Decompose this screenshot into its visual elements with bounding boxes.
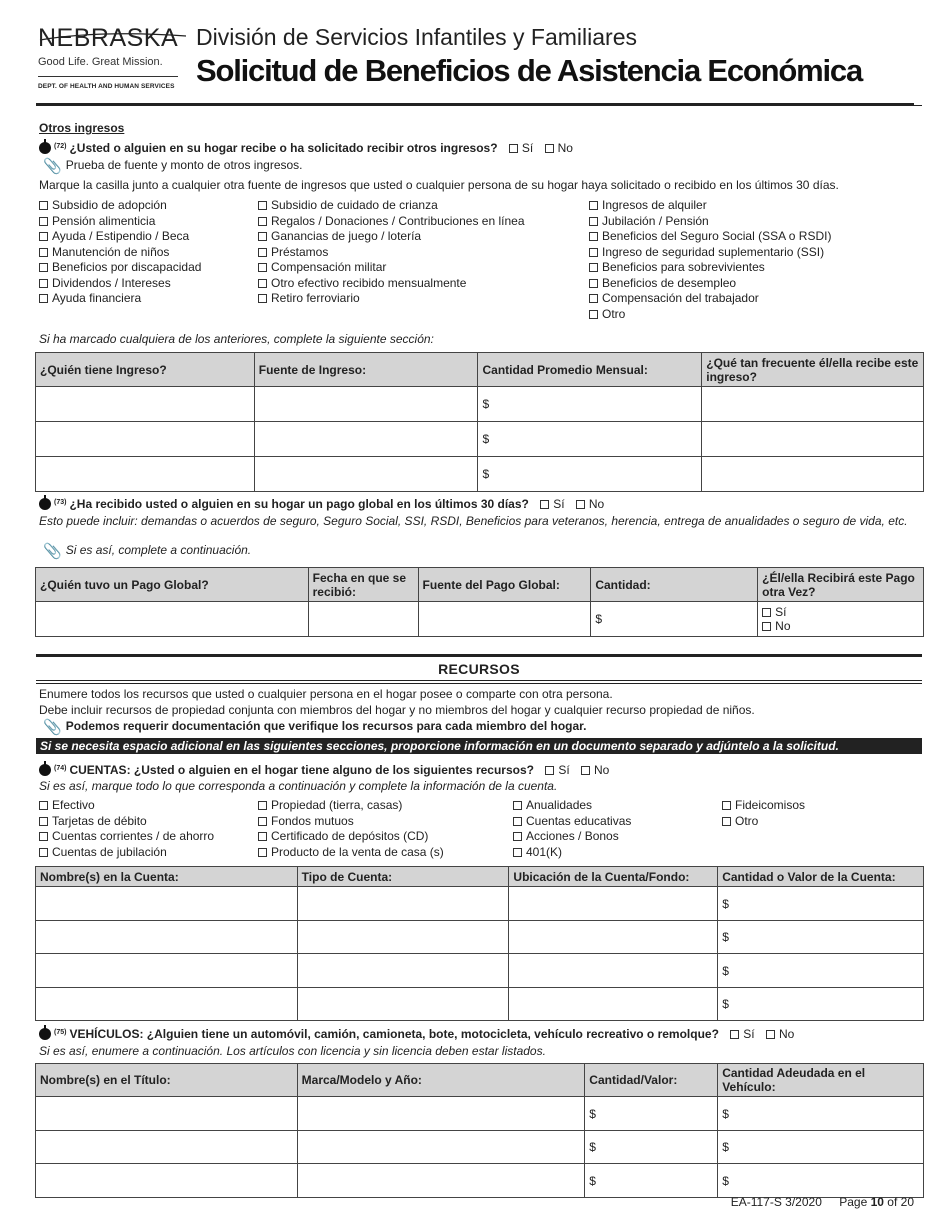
checkbox-label: Cuentas corrientes / de ahorro (52, 829, 215, 843)
col-header: Cantidad/Valor: (585, 1064, 718, 1097)
q74-row (39, 763, 609, 777)
amount-cell[interactable]: $ (478, 457, 702, 492)
table-cell[interactable] (509, 988, 718, 1021)
resources-line2: Debe incluir recursos de propiedad conjunta con miembros del hogar y no miembros del hogar y cualquier recurso propiedad de niños. (39, 703, 755, 717)
checkbox-label: Beneficios para sobrevivientes (602, 260, 765, 274)
checkbox-label: Certificado de depósitos (CD) (271, 829, 429, 843)
checkbox-label: Cuentas educativas (526, 813, 632, 828)
checkbox-label: Fideicomisos (735, 798, 806, 812)
checkbox-option[interactable] (722, 814, 805, 830)
table-row (36, 1164, 924, 1198)
checkbox[interactable] (258, 263, 267, 272)
amount-cell[interactable]: $ (718, 921, 924, 954)
checkbox-option[interactable] (258, 798, 444, 814)
checkbox-label: Otro (602, 306, 626, 321)
q73-complete-row (43, 542, 251, 560)
checkbox-option[interactable] (39, 814, 214, 830)
table-cell[interactable] (509, 954, 718, 988)
col-header: Cantidad Promedio Mensual: (478, 353, 702, 387)
amount-cell[interactable]: $ (718, 887, 924, 921)
amount-cell[interactable]: $ (591, 602, 758, 637)
logo-swoosh-icon (38, 26, 188, 56)
table-cell[interactable] (297, 887, 509, 921)
checkbox[interactable] (39, 832, 48, 841)
col-header: Fecha en que se recibió: (308, 568, 418, 602)
checkbox[interactable] (39, 248, 48, 257)
again-yes[interactable]: Sí (762, 605, 919, 619)
section-rule (36, 654, 922, 657)
checkbox[interactable] (576, 500, 585, 509)
resources-heading: RECURSOS (438, 661, 520, 677)
checkbox-option[interactable] (39, 291, 201, 307)
page-label: Page (839, 1195, 868, 1209)
table-cell[interactable] (36, 387, 255, 422)
other-income-heading: Otros ingresos (39, 121, 125, 135)
checkbox[interactable] (589, 263, 598, 272)
checkbox-option[interactable] (39, 845, 214, 861)
checkbox-option[interactable] (39, 198, 201, 214)
amount-cell[interactable]: $ (718, 1131, 924, 1164)
checkbox-option[interactable] (258, 845, 444, 861)
table-cell[interactable] (36, 921, 298, 954)
checkbox[interactable] (39, 817, 48, 826)
table-cell[interactable] (509, 887, 718, 921)
table-cell[interactable] (509, 921, 718, 954)
checkbox-option[interactable] (513, 814, 631, 830)
checkbox-label: Ingresos de alquiler (602, 198, 707, 212)
checkbox-option[interactable] (513, 845, 631, 861)
checkbox-option[interactable] (258, 198, 525, 214)
checkbox[interactable] (589, 310, 598, 319)
checkbox[interactable] (258, 279, 267, 288)
checkbox[interactable] (258, 801, 267, 810)
checkbox-label: Ingreso de seguridad suplementario (SSI) (602, 244, 825, 259)
table-cell[interactable] (254, 387, 478, 422)
q74-note: Si es así, marque todo lo que corresponda a continuación y complete la información de la cuenta. (39, 779, 558, 793)
q74-question: CUENTAS: ¿Usted o alguien en el hogar tiene alguno de los siguientes recursos? (69, 763, 534, 777)
checkbox-label: Compensación del trabajador (602, 291, 759, 305)
accounts-table (35, 866, 924, 1021)
checkbox-label: Ayuda financiera (52, 291, 142, 305)
col-header: Fuente del Pago Global: (418, 568, 591, 602)
additional-space-banner: Si se necesita espacio adicional en las siguientes secciones, proporcione información en un documento separado y adjúntelo a la solicitud. (36, 738, 922, 754)
table-cell[interactable] (418, 602, 591, 637)
checkbox-option[interactable] (258, 229, 525, 245)
q73-number: (73) (54, 499, 67, 506)
checkbox-option[interactable] (258, 814, 444, 830)
table-cell[interactable] (36, 457, 255, 492)
checkbox[interactable] (258, 817, 267, 826)
checkbox[interactable] (509, 144, 518, 153)
resources-line1: Enumere todos los recursos que usted o cualquier persona en el hogar posee o comparte con otra persona. (39, 687, 613, 701)
checkbox-option[interactable] (258, 829, 444, 845)
checkbox-label: Propiedad (tierra, casas) (271, 798, 403, 812)
page-number: 10 (870, 1195, 884, 1209)
checkbox-option[interactable] (258, 260, 525, 276)
checkbox[interactable] (766, 1030, 775, 1039)
checkbox-option[interactable] (258, 214, 525, 230)
checkbox[interactable] (258, 832, 267, 841)
section-rule (36, 683, 922, 684)
table-cell[interactable] (36, 1097, 298, 1131)
checkbox[interactable] (513, 817, 522, 826)
col-header: ¿Qué tan frecuente él/ella recibe este ingreso? (702, 353, 924, 387)
col-header: ¿Quién tiene Ingreso? (36, 353, 255, 387)
checkbox-label: Beneficios por discapacidad (52, 260, 202, 274)
checkbox-option[interactable] (589, 245, 831, 261)
table-cell[interactable] (36, 988, 298, 1021)
checkbox-option[interactable] (513, 829, 631, 845)
table-cell[interactable] (36, 1164, 298, 1198)
table-row (36, 1131, 924, 1164)
checkbox-label: 401(K) (526, 844, 563, 859)
amount-cell[interactable]: $ (585, 1097, 718, 1131)
income-options-col2 (258, 198, 525, 307)
table-cell[interactable] (297, 1131, 585, 1164)
checkbox-option[interactable] (589, 260, 831, 276)
checkbox-label: Beneficios del Seguro Social (SSA o RSDI) (602, 229, 832, 243)
division-subtitle: División de Servicios Infantiles y Familiares (196, 24, 637, 50)
apple-icon (39, 142, 51, 154)
checkbox[interactable] (39, 263, 48, 272)
table-row (36, 422, 924, 457)
q73-question: ¿Ha recibido usted o alguien en su hogar un pago global en los últimos 30 días? (69, 497, 529, 511)
table-cell[interactable] (254, 457, 478, 492)
section-rule (36, 680, 922, 681)
checkbox-option[interactable] (722, 798, 805, 814)
checkbox-label: Subsidio de adopción (52, 198, 167, 212)
checkbox-option[interactable] (589, 198, 831, 214)
checkbox-label: Otro efectivo recibido mensualmente (271, 275, 467, 290)
table-cell[interactable] (297, 1164, 585, 1198)
if-marked-note: Si ha marcado cualquiera de los anteriores, complete la siguiente sección: (39, 332, 434, 346)
logo-tagline: Good Life. Great Mission. (38, 56, 163, 68)
q75-yes[interactable]: Sí (730, 1027, 754, 1041)
checkbox-option[interactable] (589, 214, 831, 230)
q75-row (39, 1027, 794, 1041)
amount-cell[interactable]: $ (718, 1164, 924, 1198)
checkbox-option[interactable] (589, 307, 831, 323)
table-cell[interactable] (36, 422, 255, 457)
logo-divider (38, 76, 178, 77)
checkbox[interactable] (589, 294, 598, 303)
q74-no[interactable]: No (581, 763, 609, 777)
checkbox[interactable] (258, 217, 267, 226)
checkbox[interactable] (39, 294, 48, 303)
q75-number: (75) (54, 1029, 67, 1036)
apple-icon (39, 498, 51, 510)
checkbox-label: Producto de la venta de casa (s) (271, 844, 444, 859)
checkbox-option[interactable] (39, 245, 201, 261)
checkbox[interactable] (589, 217, 598, 226)
checkbox-option[interactable] (258, 276, 525, 292)
checkbox-label: Otro (735, 813, 759, 828)
checkbox[interactable] (589, 279, 598, 288)
checkbox[interactable] (258, 294, 267, 303)
table-row (36, 602, 924, 637)
checkbox[interactable] (39, 217, 48, 226)
header-rule-tail (914, 105, 922, 106)
checkbox-label: Ganancias de juego / lotería (271, 229, 422, 243)
table-cell[interactable] (297, 921, 509, 954)
table-cell[interactable] (297, 1097, 585, 1131)
checkbox-label: Anualidades (526, 798, 593, 812)
checkbox[interactable] (540, 500, 549, 509)
account-options-col2 (258, 798, 444, 860)
table-row (36, 954, 924, 988)
checkbox[interactable] (258, 248, 267, 257)
col-header: Cantidad: (591, 568, 758, 602)
table-row (36, 457, 924, 492)
col-header: Tipo de Cuenta: (297, 867, 509, 887)
checkbox-label: Jubilación / Pensión (602, 213, 709, 228)
col-header: Marca/Modelo y Año: (297, 1064, 585, 1097)
checkbox-label: Tarjetas de débito (52, 813, 147, 828)
q75-note: Si es así, enumere a continuación. Los artículos con licencia y sin licencia deben estar listados. (39, 1044, 546, 1058)
checkbox-option[interactable] (39, 229, 201, 245)
q73-yes[interactable]: Sí (540, 497, 564, 511)
table-cell[interactable] (36, 602, 309, 637)
col-header: Ubicación de la Cuenta/Fondo: (509, 867, 718, 887)
table-cell[interactable] (254, 422, 478, 457)
checkbox[interactable] (722, 817, 731, 826)
table-row (36, 387, 924, 422)
checkbox[interactable] (581, 766, 590, 775)
account-options-col3 (513, 798, 631, 860)
apple-icon (39, 764, 51, 776)
checkbox-label: Dividendos / Intereses (52, 275, 171, 290)
q72-proof-row (43, 157, 303, 175)
col-header: ¿Quién tuvo un Pago Global? (36, 568, 309, 602)
table-cell[interactable] (702, 422, 924, 457)
q72-number: (72) (54, 143, 67, 150)
table-cell[interactable] (36, 1131, 298, 1164)
table-cell[interactable] (36, 887, 298, 921)
q73-row (39, 497, 604, 511)
checkbox[interactable] (589, 232, 598, 241)
checkbox-option[interactable] (589, 276, 831, 292)
checkbox[interactable] (513, 801, 522, 810)
table-cell[interactable] (36, 954, 298, 988)
amount-cell[interactable]: $ (718, 1097, 924, 1131)
col-header: Nombre(s) en la Cuenta: (36, 867, 298, 887)
q72-row (39, 141, 573, 155)
checkbox-option[interactable] (39, 798, 214, 814)
form-title: Solicitud de Beneficios de Asistencia Económica (196, 53, 862, 88)
checkbox[interactable] (39, 279, 48, 288)
checkbox[interactable] (545, 144, 554, 153)
checkbox-label: Ayuda / Estipendio / Beca (52, 229, 190, 243)
apple-icon (39, 1028, 51, 1040)
q75-question: VEHÍCULOS: ¿Alguien tiene un automóvil, camión, camioneta, bote, motocicleta, vehículo recreativo o remolque? (69, 1027, 719, 1041)
checkbox-option[interactable] (258, 245, 525, 261)
form-code: EA-117-S 3/2020 (730, 1195, 822, 1209)
again-no[interactable]: No (762, 619, 919, 633)
checkbox[interactable] (722, 801, 731, 810)
resources-doc-note: Podemos requerir documentación que verifique los recursos para cada miembro del hogar. (65, 719, 587, 733)
checkbox[interactable] (39, 848, 48, 857)
page-of: of 20 (887, 1195, 914, 1209)
checkbox-label: Manutención de niños (52, 244, 170, 259)
income-options-col3 (589, 198, 831, 322)
checkbox-option[interactable] (39, 260, 201, 276)
col-header: Cantidad Adeudada en el Vehículo: (718, 1064, 924, 1097)
checkbox[interactable] (513, 832, 522, 841)
checkbox[interactable] (39, 201, 48, 210)
checkbox[interactable] (39, 801, 48, 810)
amount-cell[interactable]: $ (585, 1131, 718, 1164)
table-row (36, 921, 924, 954)
account-options-col4 (722, 798, 805, 829)
checkbox[interactable] (589, 248, 598, 257)
checkbox-label: Regalos / Donaciones / Contribuciones en línea (271, 213, 525, 228)
checkbox-label: Préstamos (271, 244, 329, 259)
account-options-col1 (39, 798, 214, 860)
paperclip-icon: 📎 (43, 158, 62, 175)
q72-no[interactable]: No (545, 141, 573, 155)
checkbox-option[interactable] (589, 229, 831, 245)
logo-department: DEPT. OF HEALTH AND HUMAN SERVICES (38, 83, 175, 90)
checkbox[interactable] (258, 848, 267, 857)
checkbox-option[interactable] (39, 276, 201, 292)
q74-yes[interactable]: Sí (545, 763, 569, 777)
checkbox[interactable] (39, 232, 48, 241)
q72-proof: Prueba de fuente y monto de otros ingresos. (65, 158, 303, 172)
checkbox[interactable] (513, 848, 522, 857)
checkbox[interactable] (762, 608, 771, 617)
q73-complete: Si es así, complete a continuación. (65, 543, 252, 557)
checkbox-label: Compensación militar (271, 260, 387, 274)
checkbox-label: Cuentas de jubilación (52, 844, 167, 859)
header-rule (36, 103, 914, 106)
amount-cell[interactable]: $ (478, 387, 702, 422)
q75-no[interactable]: No (766, 1027, 794, 1041)
table-cell[interactable] (702, 457, 924, 492)
amount-cell[interactable]: $ (585, 1164, 718, 1198)
amount-cell[interactable]: $ (718, 954, 924, 988)
amount-cell[interactable]: $ (718, 988, 924, 1021)
logo-wordmark: NEBRASKA (38, 24, 179, 52)
again-options-cell (758, 602, 924, 637)
other-income-instruction: Marque la casilla junto a cualquier otra fuente de ingresos que usted o cualquier persona de su hogar haya solicitado o recibido en los últimos 30 días. (39, 178, 839, 192)
paperclip-icon: 📎 (43, 543, 62, 560)
table-cell[interactable] (308, 602, 418, 637)
checkbox-option[interactable] (258, 291, 525, 307)
lump-sum-table (35, 567, 924, 637)
income-options-col1 (39, 198, 201, 307)
checkbox-label: Subsidio de cuidado de crianza (271, 198, 438, 212)
checkbox-option[interactable] (589, 291, 831, 307)
table-cell[interactable] (702, 387, 924, 422)
table-row (36, 1097, 924, 1131)
col-header: ¿Él/ella Recibirá este Pago otra Vez? (758, 568, 924, 602)
col-header: Cantidad o Valor de la Cuenta: (718, 867, 924, 887)
resources-doc-row (43, 718, 587, 736)
col-header: Fuente de Ingreso: (254, 353, 478, 387)
checkbox[interactable] (545, 766, 554, 775)
checkbox-label: Retiro ferroviario (271, 291, 360, 305)
q72-question: ¿Usted o alguien en su hogar recibe o ha solicitado recibir otros ingresos? (69, 141, 498, 155)
checkbox[interactable] (589, 201, 598, 210)
other-income-table (35, 352, 924, 492)
checkbox-option[interactable] (39, 829, 214, 845)
table-cell[interactable] (297, 988, 509, 1021)
table-cell[interactable] (297, 954, 509, 988)
amount-cell[interactable]: $ (478, 422, 702, 457)
paperclip-icon: 📎 (43, 719, 62, 736)
q74-number: (74) (54, 765, 67, 772)
checkbox-label: Pensión alimenticia (52, 213, 156, 228)
checkbox-label: Beneficios de desempleo (602, 275, 737, 290)
q73-note: Esto puede incluir: demandas o acuerdos de seguro, Seguro Social, SSI, RSDI, Beneficios para veteranos, herencia, entrega de anualidades o seguro de vida, etc. (39, 514, 908, 528)
table-row (36, 988, 924, 1021)
q73-no[interactable]: No (576, 497, 604, 511)
page-footer (731, 1195, 914, 1209)
col-header: Nombre(s) en el Título: (36, 1064, 298, 1097)
checkbox-option[interactable] (513, 798, 631, 814)
checkbox-label: Fondos mutuos (271, 813, 354, 828)
checkbox-label: Acciones / Bonos (526, 829, 619, 843)
table-row (36, 887, 924, 921)
checkbox[interactable] (762, 622, 771, 631)
vehicles-table (35, 1063, 924, 1198)
checkbox[interactable] (730, 1030, 739, 1039)
checkbox-option[interactable] (39, 214, 201, 230)
checkbox[interactable] (258, 232, 267, 241)
q72-yes[interactable]: Sí (509, 141, 533, 155)
checkbox[interactable] (258, 201, 267, 210)
checkbox-label: Efectivo (52, 798, 95, 812)
